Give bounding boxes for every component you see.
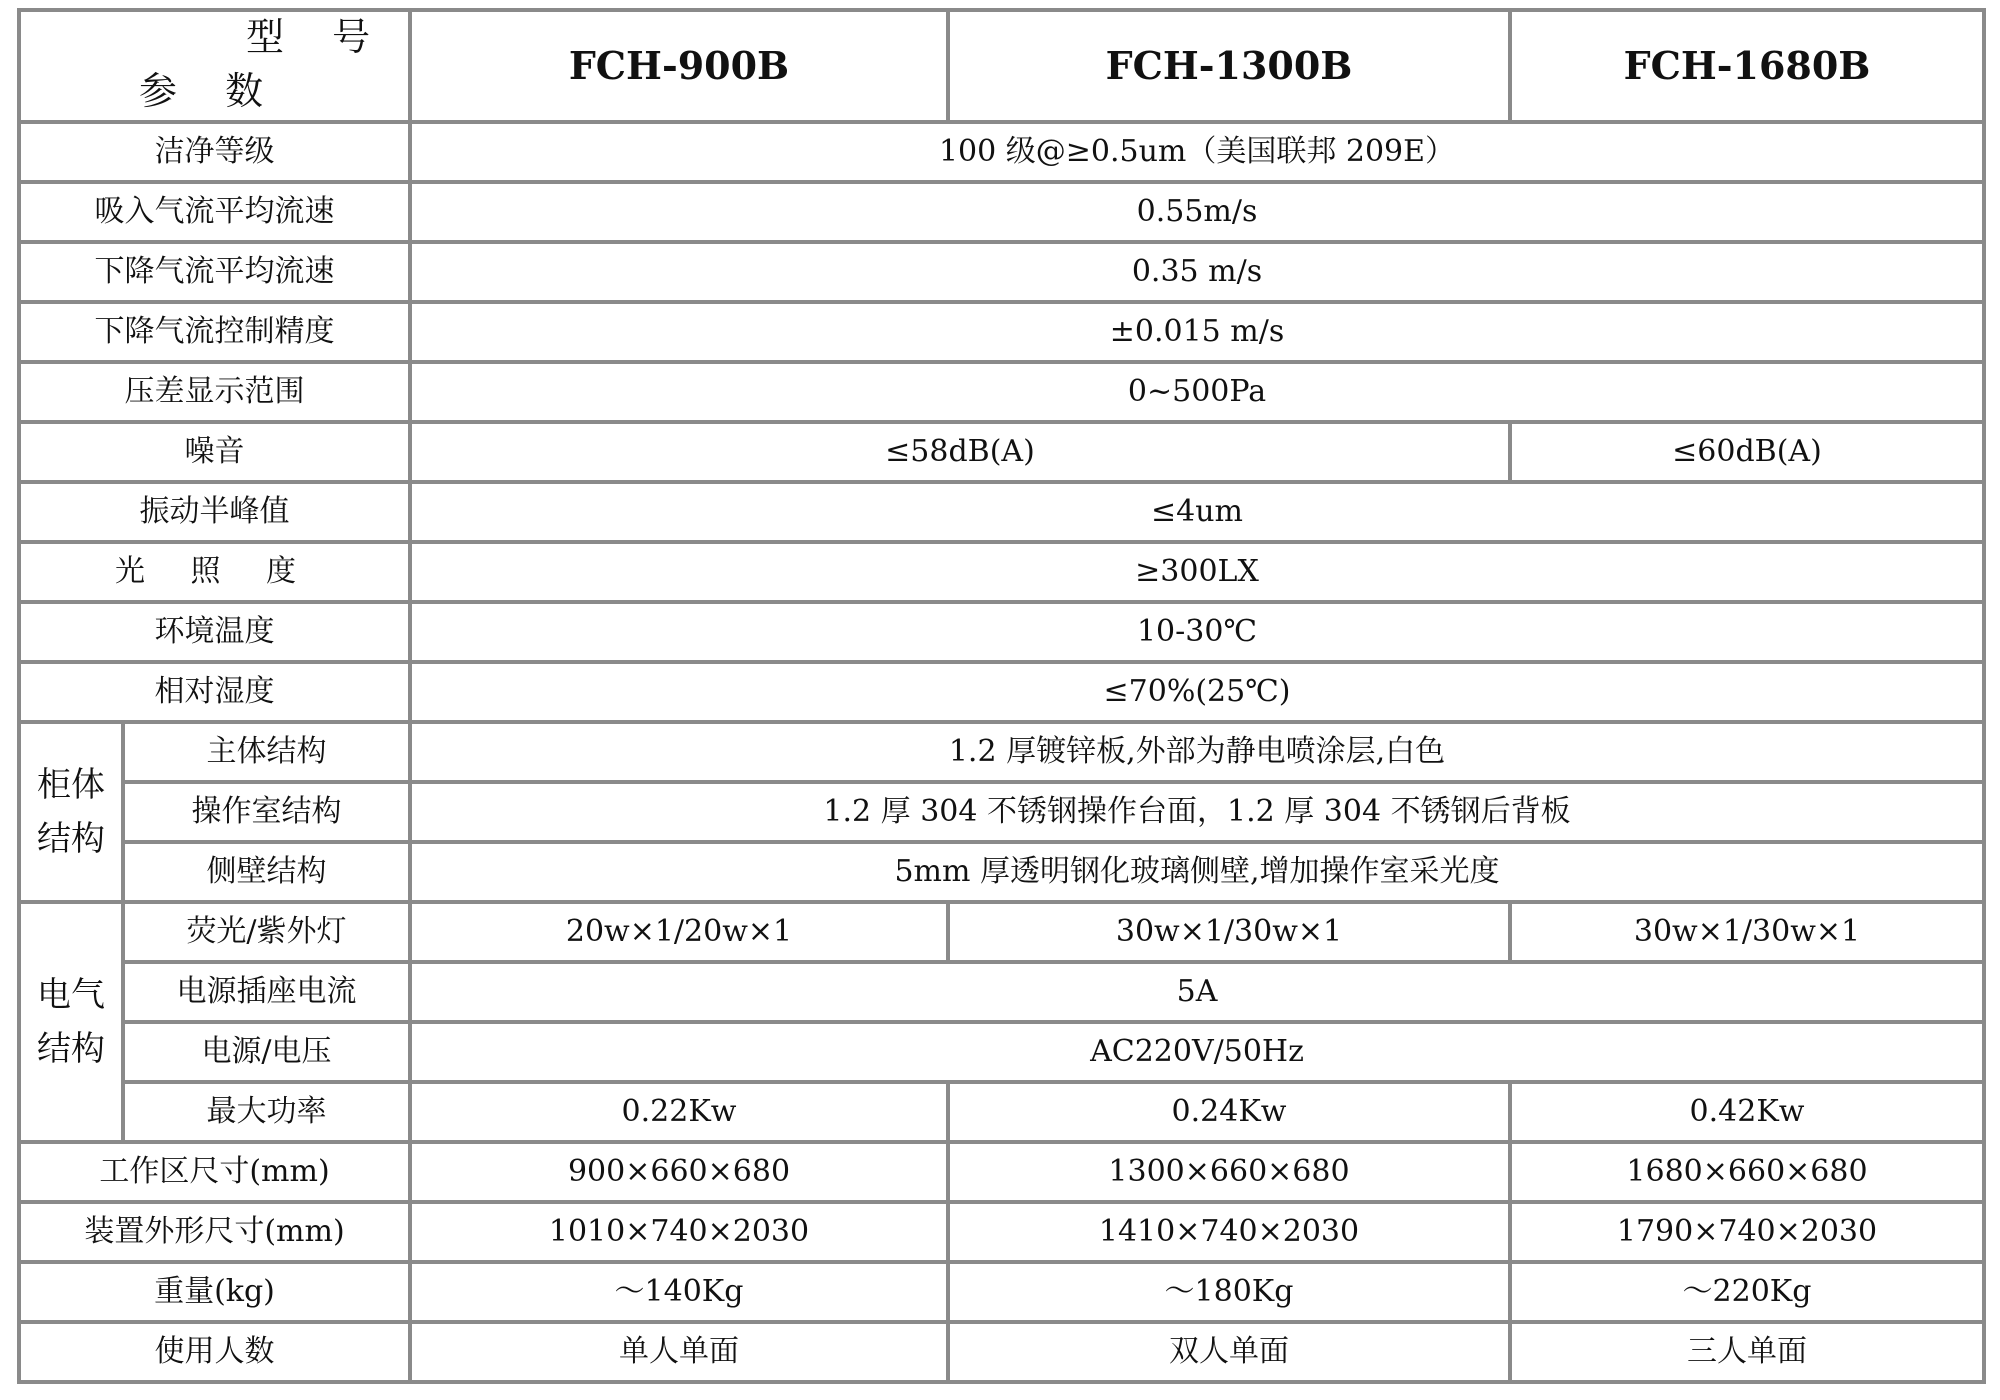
row-value-socket-current: 5A [410, 962, 1984, 1022]
model-header-3: FCH-1680B [1510, 10, 1984, 122]
row-value-down-speed: 0.35 m/s [410, 242, 1984, 302]
header-corner-cell [19, 10, 410, 122]
table-row [19, 662, 1984, 722]
table-row [19, 1082, 1984, 1142]
row-value-work-area-1: 900×660×680 [410, 1142, 948, 1202]
row-value-down-precision: ±0.015 m/s [410, 302, 1984, 362]
row-label-pressure-range: 压差显示范围 [19, 362, 410, 422]
row-label-socket-current: 电源插座电流 [123, 962, 410, 1022]
table-row [19, 1202, 1984, 1262]
row-label-chamber-structure: 操作室结构 [123, 782, 410, 842]
row-label-max-power: 最大功率 [123, 1082, 410, 1142]
row-value-illuminance: ≥300LX [410, 542, 1984, 602]
row-value-noise-a: ≤58dB(A) [410, 422, 1510, 482]
table-row [19, 902, 1984, 962]
header-row [19, 10, 1984, 122]
table-row [19, 242, 1984, 302]
table-row [19, 482, 1984, 542]
row-value-max-power-2: 0.24Kw [948, 1082, 1510, 1142]
row-label-noise: 噪音 [19, 422, 410, 482]
table-row [19, 1322, 1984, 1382]
row-label-humidity: 相对湿度 [19, 662, 410, 722]
table-row [19, 1262, 1984, 1322]
row-value-outer-size-1: 1010×740×2030 [410, 1202, 948, 1262]
row-value-noise-b: ≤60dB(A) [1510, 422, 1984, 482]
row-label-down-speed: 下降气流平均流速 [19, 242, 410, 302]
row-label-side-wall: 侧壁结构 [123, 842, 410, 902]
row-label-weight: 重量(kg) [19, 1262, 410, 1322]
group-label-cabinet-line2: 结构 [37, 819, 105, 859]
model-header-2: FCH-1300B [948, 10, 1510, 122]
row-value-outer-size-2: 1410×740×2030 [948, 1202, 1510, 1262]
row-value-lamps-2: 30w×1/30w×1 [948, 902, 1510, 962]
row-value-users-3: 三人单面 [1510, 1322, 1984, 1382]
table-row [19, 122, 1984, 182]
table-row [19, 182, 1984, 242]
row-value-lamps-3: 30w×1/30w×1 [1510, 902, 1984, 962]
row-value-weight-2: ～180Kg [948, 1262, 1510, 1322]
corner-label-param: 参 数 [139, 69, 282, 113]
row-value-weight-3: ～220Kg [1510, 1262, 1984, 1322]
row-value-main-structure: 1.2 厚镀锌板,外部为静电喷涂层,白色 [410, 722, 1984, 782]
row-label-main-structure: 主体结构 [123, 722, 410, 782]
table-row [19, 962, 1984, 1022]
row-value-users-2: 双人单面 [948, 1322, 1510, 1382]
table-row [19, 602, 1984, 662]
row-value-work-area-2: 1300×660×680 [948, 1142, 1510, 1202]
row-value-pressure-range: 0~500Pa [410, 362, 1984, 422]
spec-table [17, 8, 1986, 1384]
row-value-side-wall: 5mm 厚透明钢化玻璃侧壁,增加操作室采光度 [410, 842, 1984, 902]
row-label-lamps: 荧光/紫外灯 [123, 902, 410, 962]
row-label-work-area: 工作区尺寸(mm) [19, 1142, 410, 1202]
row-label-illuminance: 光 照 度 [19, 542, 410, 602]
table-row [19, 1142, 1984, 1202]
row-label-intake-speed: 吸入气流平均流速 [19, 182, 410, 242]
row-value-ambient-temp: 10-30℃ [410, 602, 1984, 662]
row-label-clean-level: 洁净等级 [19, 122, 410, 182]
table-row [19, 542, 1984, 602]
row-value-intake-speed: 0.55m/s [410, 182, 1984, 242]
row-value-weight-1: ～140Kg [410, 1262, 948, 1322]
table-row [19, 722, 1984, 782]
row-value-humidity: ≤70%(25℃) [410, 662, 1984, 722]
row-value-outer-size-3: 1790×740×2030 [1510, 1202, 1984, 1262]
group-label-electrical-line1: 电气 [37, 974, 105, 1015]
row-label-ambient-temp: 环境温度 [19, 602, 410, 662]
row-label-down-precision: 下降气流控制精度 [19, 302, 410, 362]
row-value-power-voltage: AC220V/50Hz [410, 1022, 1984, 1082]
group-label-electrical-line2: 结构 [37, 1029, 105, 1069]
row-label-vibration: 振动半峰值 [19, 482, 410, 542]
group-label-cabinet [19, 722, 123, 902]
row-label-outer-size: 装置外形尺寸(mm) [19, 1202, 410, 1262]
row-value-users-1: 单人单面 [410, 1322, 948, 1382]
group-label-electrical [19, 902, 123, 1142]
corner-label-model: 型 号 [246, 15, 389, 59]
row-value-lamps-1: 20w×1/20w×1 [410, 902, 948, 962]
row-value-vibration: ≤4um [410, 482, 1984, 542]
table-row [19, 362, 1984, 422]
row-value-clean-level: 100 级@≥0.5um（美国联邦 209E） [410, 122, 1984, 182]
row-value-max-power-1: 0.22Kw [410, 1082, 948, 1142]
model-header-1: FCH-900B [410, 10, 948, 122]
table-row [19, 842, 1984, 902]
table-row [19, 302, 1984, 362]
table-row [19, 422, 1984, 482]
row-label-power-voltage: 电源/电压 [123, 1022, 410, 1082]
table-row [19, 782, 1984, 842]
group-label-cabinet-line1: 柜体 [37, 764, 105, 805]
row-value-chamber-structure: 1.2 厚 304 不锈钢操作台面，1.2 厚 304 不锈钢后背板 [410, 782, 1984, 842]
row-value-work-area-3: 1680×660×680 [1510, 1142, 1984, 1202]
table-row [19, 1022, 1984, 1082]
row-label-users: 使用人数 [19, 1322, 410, 1382]
row-value-max-power-3: 0.42Kw [1510, 1082, 1984, 1142]
